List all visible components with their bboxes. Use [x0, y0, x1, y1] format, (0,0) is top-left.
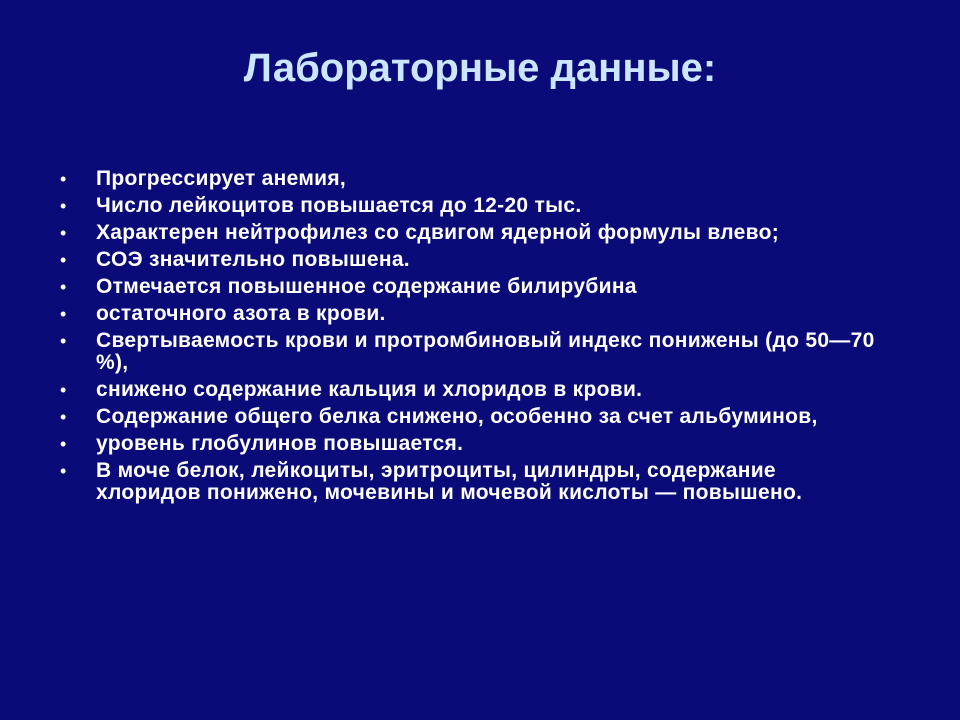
list-item-text: Отмечается повышенное содержание билирубина: [96, 275, 637, 298]
list-item-text: снижено содержание кальция и хлоридов в крови.: [96, 378, 643, 401]
bullet-icon: •: [60, 461, 67, 481]
list-item: [60, 433, 880, 455]
bullet-icon: •: [60, 434, 67, 454]
list-item-text: остаточного азота в крови.: [96, 302, 386, 325]
list-item-text: уровень глобулинов повышается.: [96, 432, 464, 455]
bullet-icon: •: [60, 380, 67, 400]
slide-title: Лабораторные данные:: [243, 46, 717, 90]
list-item: [60, 276, 880, 298]
list-item: [60, 330, 880, 374]
list-item-text: В моче белок, лейкоциты, эритроциты, цилиндры, содержание хлоридов понижено, мочевины и мочевой кислоты — повышено.: [96, 459, 803, 504]
bullet-icon: •: [60, 304, 67, 324]
bullet-icon: •: [60, 196, 67, 216]
bullet-icon: •: [60, 169, 67, 189]
list-item-text: Характерен нейтрофилез со сдвигом ядерной формулы влево;: [96, 221, 779, 244]
list-item-text: Свертываемость крови и протромбиновый индекс понижены (до 50—70 %),: [96, 329, 875, 374]
list-item: [60, 222, 880, 244]
list-item-text: Прогрессирует анемия,: [96, 167, 347, 190]
bullet-icon: •: [60, 223, 67, 243]
bullet-icon: •: [60, 250, 67, 270]
list-item: [60, 303, 880, 325]
list-item-text: СОЭ значительно повышена.: [96, 248, 410, 271]
list-item: [60, 195, 880, 217]
list-item: [60, 168, 880, 190]
bullet-icon: •: [60, 331, 67, 351]
list-item: [60, 249, 880, 271]
list-item: [60, 379, 880, 401]
bullet-list: [60, 168, 880, 509]
list-item: [60, 406, 880, 428]
bullet-icon: •: [60, 277, 67, 297]
list-item: [60, 460, 880, 504]
list-item-text: Содержание общего белка снижено, особенно за счет альбуминов,: [96, 405, 818, 428]
bullet-icon: •: [60, 407, 67, 427]
list-item-text: Число лейкоцитов повышается до 12-20 тыс.: [96, 194, 582, 217]
